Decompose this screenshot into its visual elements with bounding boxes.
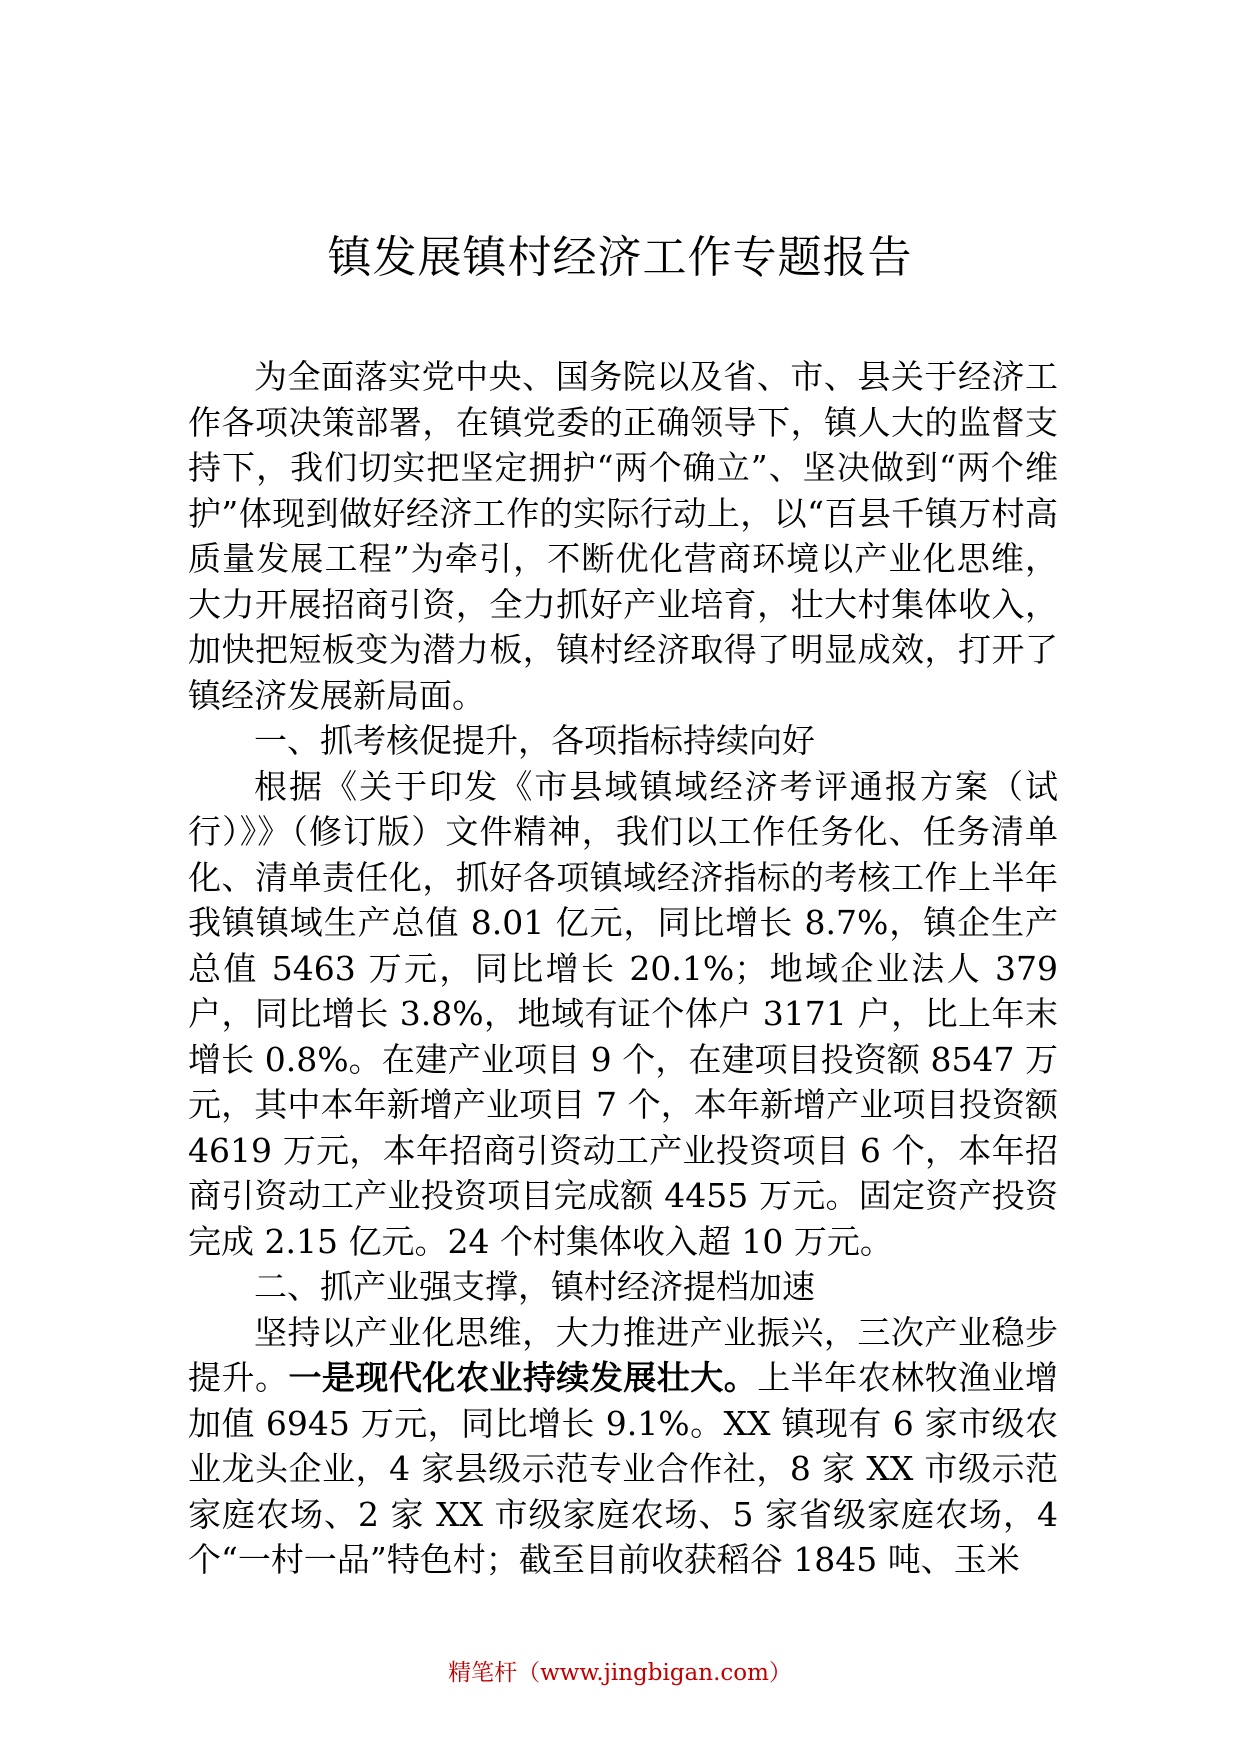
- section-1-paragraph: 根据《关于印发《市县域镇域经济考评通报方案（试行）》》（修订版）文件精神，我们以工作任务化、任务清单化、清单责任化，抓好各项镇域经济指标的考核工作上半年我镇镇域生产总值 8.01 亿元，同比增长 8.7%，镇企生产总值 5463 万元，同比增长 20.1%；地域企业法人 379 户，同比增长 3.8%，地域有证个体户 3171 户，比上年末增长 0.8%。在建产业项目 9 个，在建项目投资额 8547 万元，其中本年新增产业项目 7 个，本年新增产业项目投资额 4619 万元，本年招商引资动工产业投资项目 6 个，本年招商引资动工产业投资项目完成额 4455 万元。固定资产投资完成 2.15 亿元。24 个村集体收入超 10 万元。: [188, 766, 1058, 1261]
- intro-paragraph: 为全面落实党中央、国务院以及省、市、县关于经济工作各项决策部署，在镇党委的正确领导下，镇人大的监督支持下，我们切实把坚定拥护“两个确立”、坚决做到“两个维护”体现到做好经济工作的实际行动上，以“百县千镇万村高质量发展工程”为牵引，不断优化营商环境以产业化思维，大力开展招商引资，全力抓好产业培育，壮大村集体收入，加快把短板变为潜力板，镇村经济取得了明显成效，打开了镇经济发展新局面。: [188, 357, 1058, 715]
- document-body: [188, 354, 1058, 1583]
- section-heading-2: 二、抓产业强支撑，镇村经济提档加速: [254, 1267, 815, 1306]
- section-2-detail-text: 上半年农林牧渔业增加值 6945 万元，同比增长 9.1%。XX 镇现有 6 家市级农业龙头企业，4 家县级示范专业合作社，8 家 XX 市级示范家庭农场、2 家 XX 市级家庭农场、5 家省级家庭农场，4 个“一村一品”特色村；截至目前收获稻谷 1845 吨、玉米: [188, 1358, 1059, 1579]
- section-2-lead-text: 坚持以产业化思维，大力推进产业振兴，三次产业稳步提升。: [188, 1312, 1058, 1397]
- footer-watermark-link[interactable]: 精笔杆（www.jingbigan.com）: [448, 1660, 792, 1686]
- section-heading-1: 一、抓考核促提升，各项指标持续向好: [254, 721, 815, 760]
- document-title: 镇发展镇村经济工作专题报告: [327, 232, 913, 283]
- section-2-paragraph: [188, 1310, 1058, 1583]
- section-2-bold-point: 一是现代化农业持续发展壮大。: [288, 1358, 758, 1397]
